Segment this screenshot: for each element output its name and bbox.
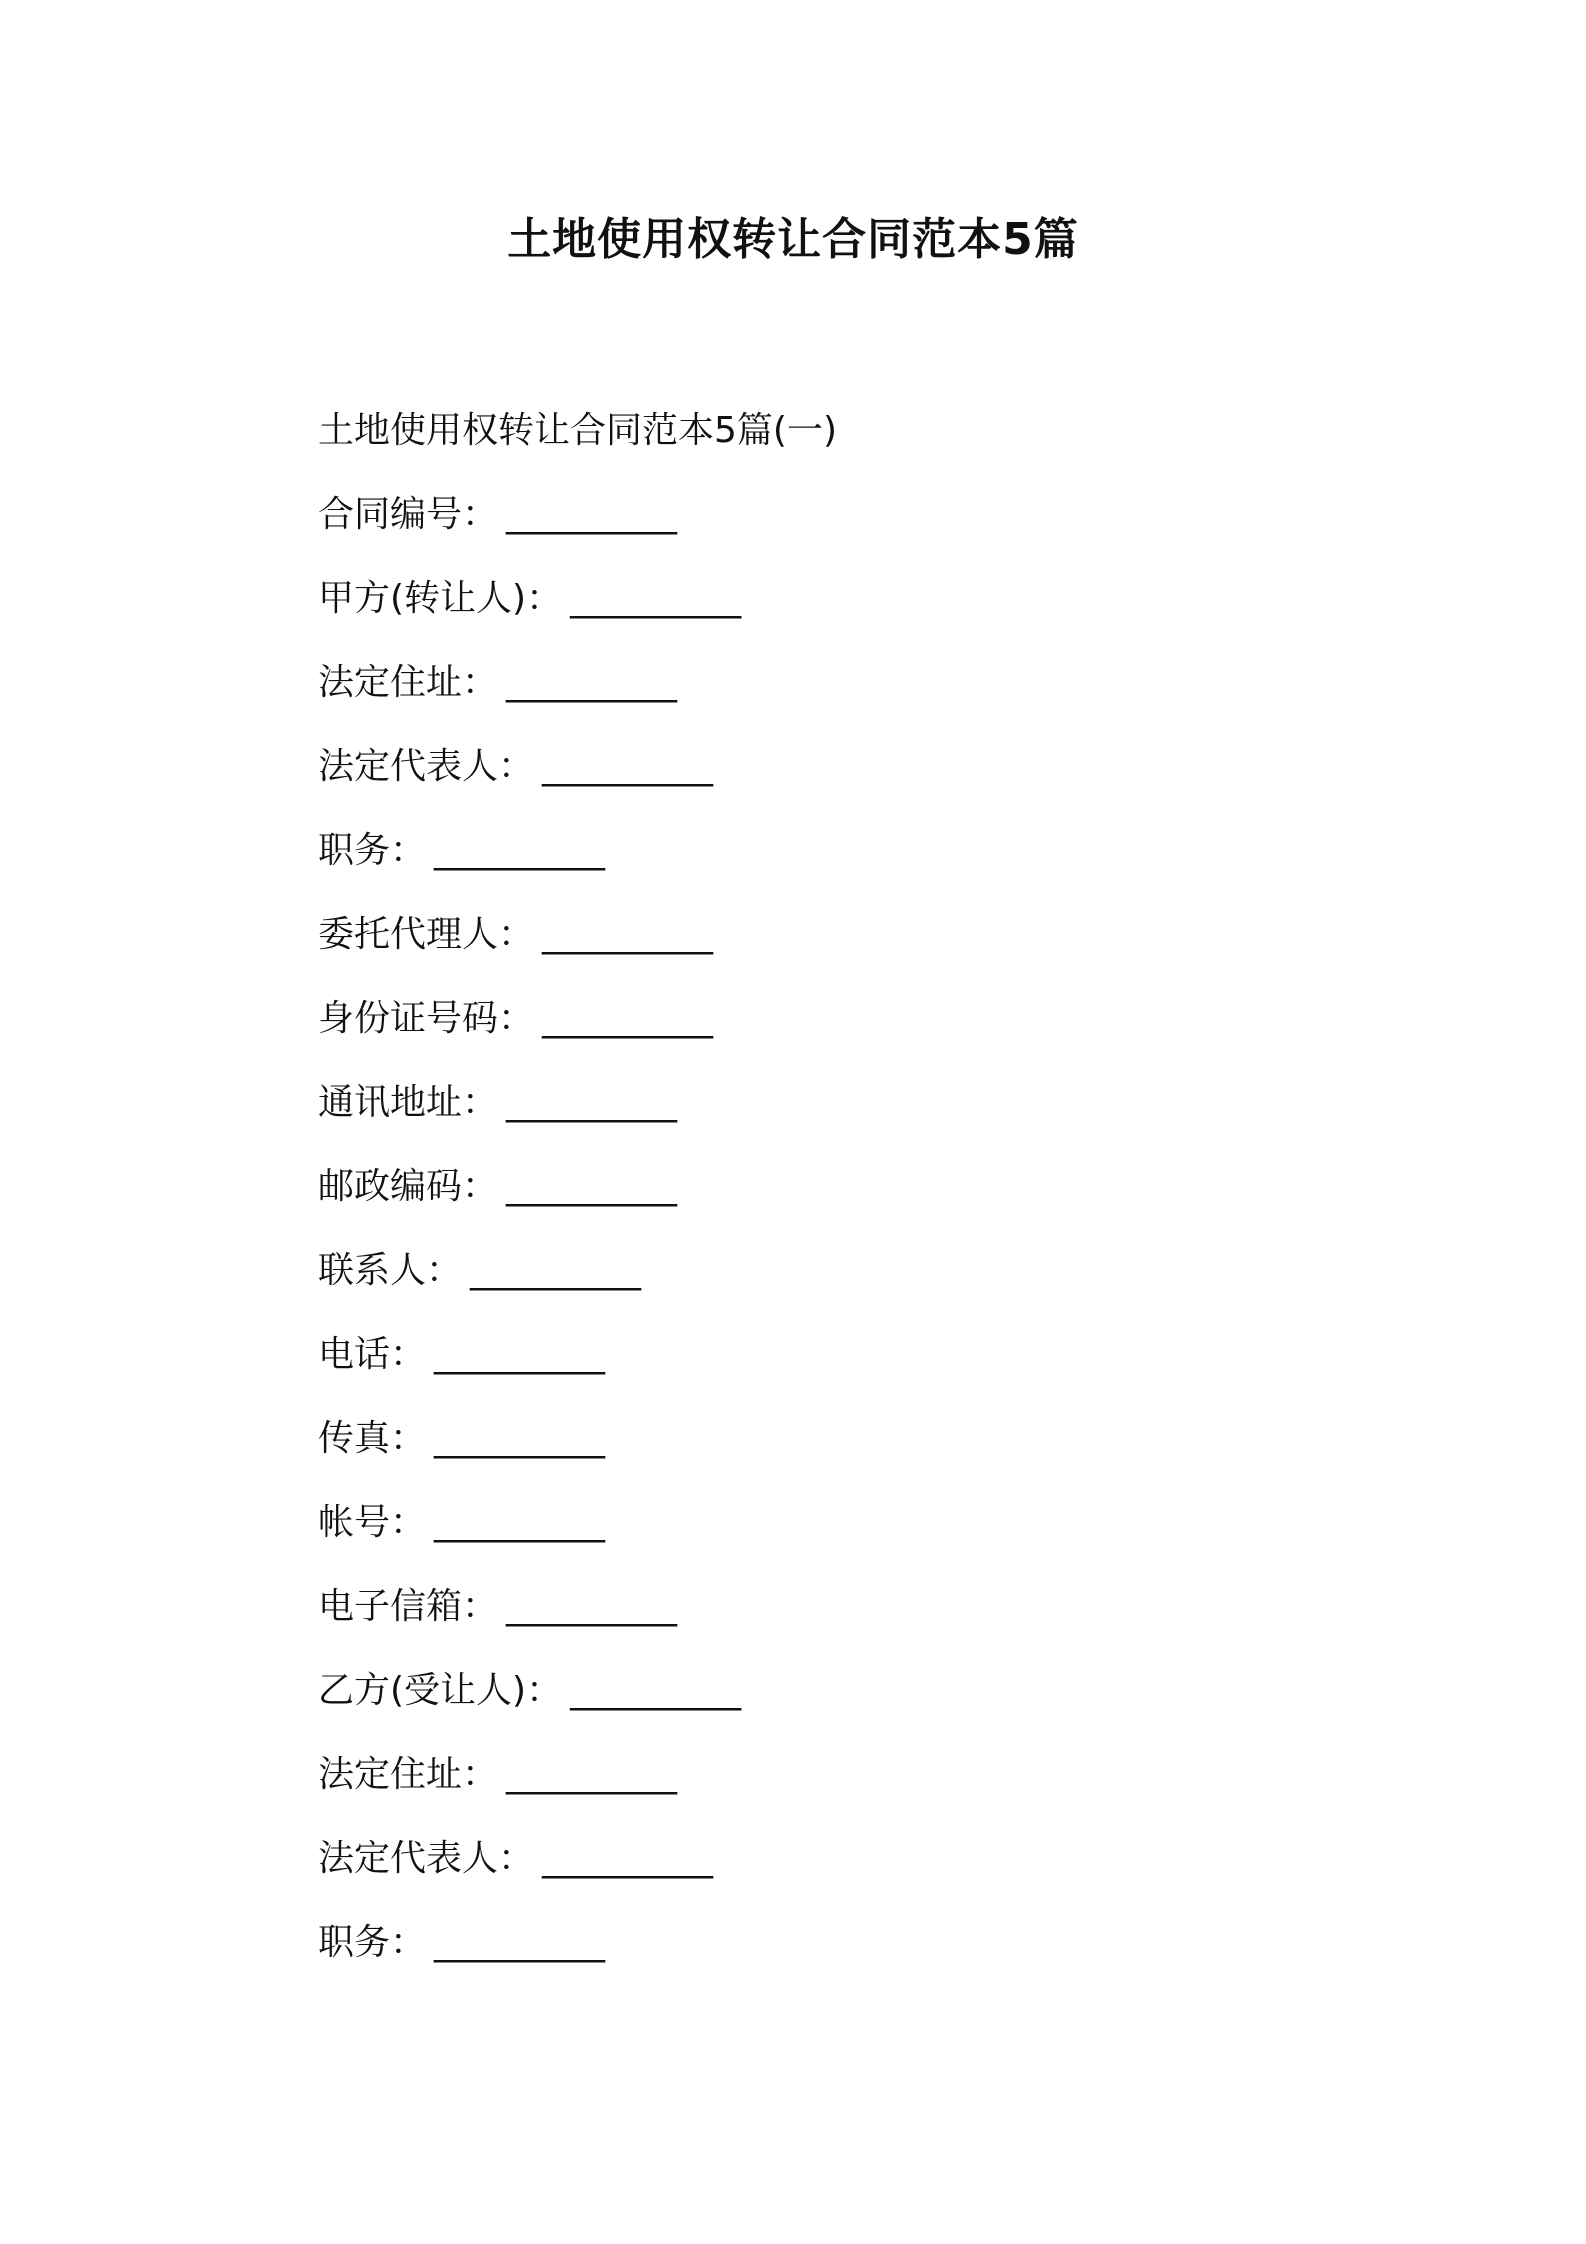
field-party-b: [318, 1667, 1318, 1715]
fill-in-blank: __________: [434, 1334, 605, 1375]
field-account-number: [318, 1499, 1318, 1547]
field-label: 乙方(受让人)：: [318, 1670, 563, 1711]
section-subtitle: 土地使用权转让合同范本5篇(一): [318, 410, 837, 451]
field-contract-number: [318, 491, 1318, 539]
fill-in-blank: __________: [506, 1586, 677, 1627]
field-postal-code: [318, 1163, 1318, 1211]
fill-in-blank: __________: [506, 662, 677, 703]
field-label: 邮政编码：: [318, 1166, 499, 1207]
fill-in-blank: __________: [570, 1670, 741, 1711]
document-title: 土地使用权转让合同范本5篇: [507, 214, 1079, 265]
field-label: 职务：: [318, 1922, 427, 1963]
field-label: 甲方(转让人)：: [318, 578, 563, 619]
field-label: 职务：: [318, 830, 427, 871]
field-legal-address-a: [318, 659, 1318, 707]
fill-in-blank: __________: [506, 1754, 677, 1795]
field-label: 传真：: [318, 1418, 427, 1459]
field-position-a: [318, 827, 1318, 875]
field-fax: [318, 1415, 1318, 1463]
field-label: 通讯地址：: [318, 1082, 499, 1123]
field-party-a: [318, 575, 1318, 623]
field-label: 法定代表人：: [318, 1838, 535, 1879]
fill-in-blank: __________: [542, 914, 713, 955]
field-mailing-address: [318, 1079, 1318, 1127]
fill-in-blank: __________: [434, 1502, 605, 1543]
field-legal-representative-b: [318, 1835, 1318, 1883]
field-label: 法定住址：: [318, 662, 499, 703]
field-contact-person: [318, 1247, 1318, 1295]
field-label: 法定代表人：: [318, 746, 535, 787]
fill-in-blank: __________: [506, 1082, 677, 1123]
field-legal-representative-a: [318, 743, 1318, 791]
fill-in-blank: __________: [506, 494, 677, 535]
fill-in-blank: __________: [542, 998, 713, 1039]
fill-in-blank: __________: [434, 1418, 605, 1459]
fill-in-blank: __________: [542, 1838, 713, 1879]
fill-in-blank: __________: [434, 1922, 605, 1963]
field-id-number: [318, 995, 1318, 1043]
field-label: 法定住址：: [318, 1754, 499, 1795]
fill-in-blank: __________: [542, 746, 713, 787]
field-label: 帐号：: [318, 1502, 427, 1543]
fill-in-blank: __________: [506, 1166, 677, 1207]
field-label: 委托代理人：: [318, 914, 535, 955]
fill-in-blank: __________: [570, 578, 741, 619]
field-label: 联系人：: [318, 1250, 463, 1291]
fill-in-blank: __________: [434, 830, 605, 871]
field-label: 合同编号：: [318, 494, 499, 535]
field-label: 电子信箱：: [318, 1586, 499, 1627]
field-position-b: [318, 1919, 1318, 1967]
field-legal-address-b: [318, 1751, 1318, 1799]
field-label: 身份证号码：: [318, 998, 535, 1039]
field-email: [318, 1583, 1318, 1631]
field-label: 电话：: [318, 1334, 427, 1375]
field-agent: [318, 911, 1318, 959]
document-body: [318, 407, 1318, 2003]
field-phone: [318, 1331, 1318, 1379]
fill-in-blank: __________: [470, 1250, 641, 1291]
